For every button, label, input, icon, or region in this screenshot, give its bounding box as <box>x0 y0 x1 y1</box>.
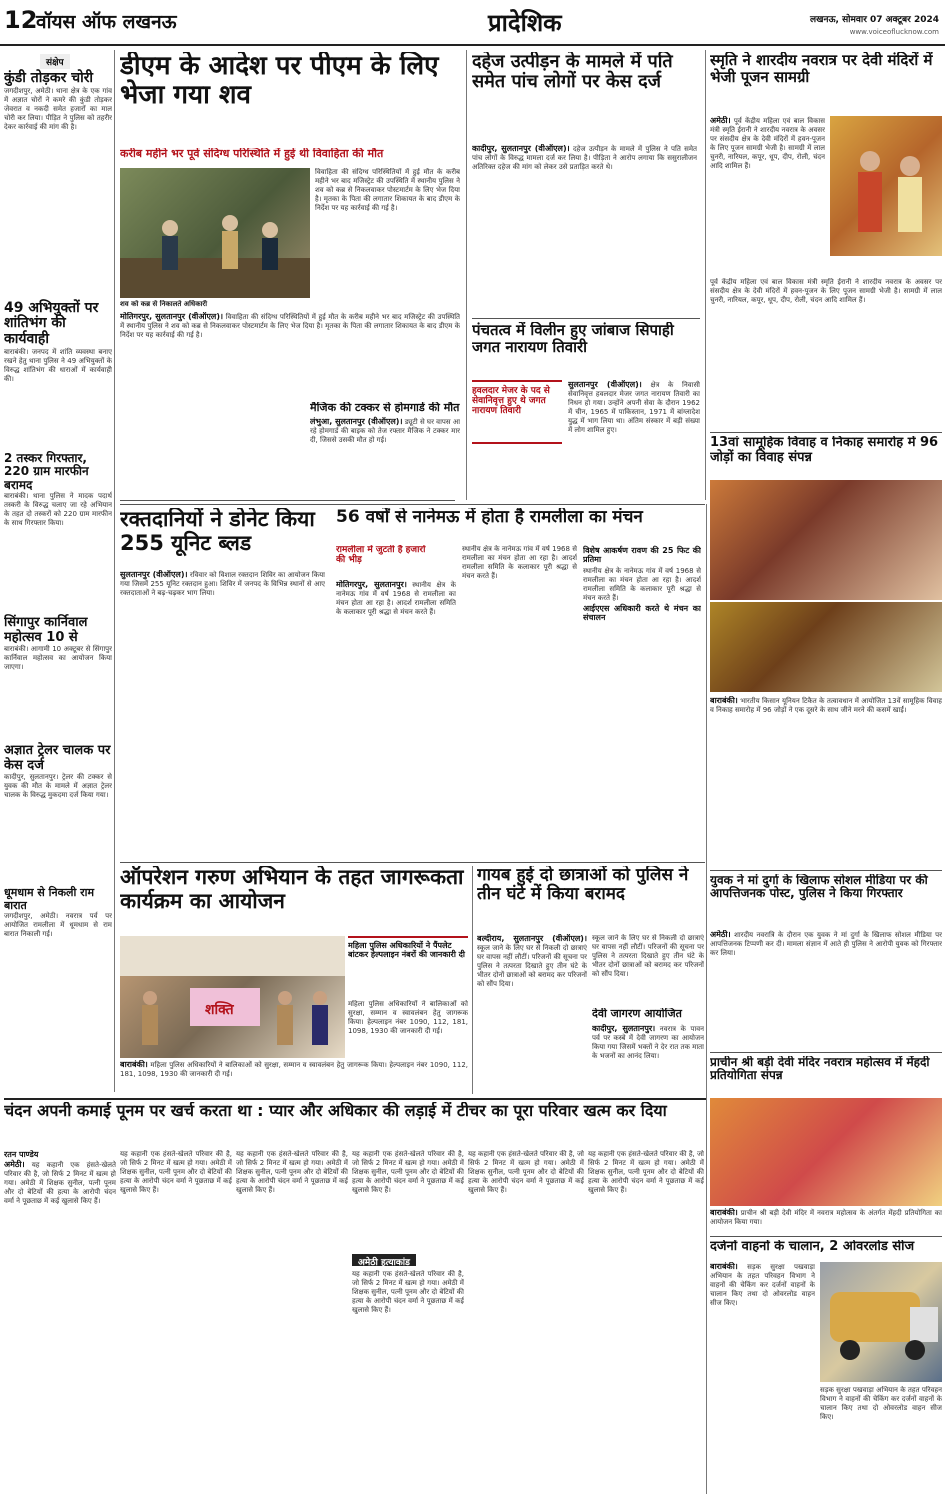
operation-body-a: महिला पुलिस अधिकारियों ने बालिकाओं को सुरक्षा, सम्मान व स्वावलंबन हेतु जागरूक किया। हेल्पलाइन नंबर 1090, 112, 181, 1098, 1930 की जानकारी दी गई। <box>348 1000 468 1035</box>
brief-body: कादीपुर, सुलतानपुर। ट्रेलर की टक्कर से युवक की मौत के मामले में अज्ञात ट्रेलर चालक के विरुद्ध मुकदमा दर्ज किया गया। <box>4 773 112 800</box>
lead-headline: डीएम के आदेश पर पीएम के लिए भेजा गया शव <box>120 52 439 111</box>
teacher-body-text: यह कहानी एक हंसते-खेलते परिवार की है, जो सिर्फ 2 मिनट में खत्म हो गया। अमेठी में शिक्षक सुनील, पत्नी पूनम और दो बेटियों की हत्या के आरोपी चंदन वर्मा ने पूछताछ में कई खुलासे किए हैं। <box>4 1161 116 1205</box>
ramlila-headline: 56 वर्षों से नानेमऊ में होता है रामलीला का मंचन <box>336 508 643 527</box>
teacher-body-7: यह कहानी एक हंसते-खेलते परिवार की है, जो सिर्फ 2 मिनट में खत्म हो गया। अमेठी में शिक्षक सुनील, पत्नी पूनम और दो बेटियों की हत्या के आरोपी चंदन वर्मा ने पूछताछ में कई खुलासे किए हैं। <box>588 1150 704 1194</box>
ramlila-body-a <box>336 580 456 860</box>
brief-title: सिंगापुर कार्निवाल महोत्सव 10 से <box>4 615 88 645</box>
brief-title: 49 अभियुक्तों पर शांतिभंग की कार्यवाही <box>4 299 99 348</box>
soldier-pullquote-box <box>472 380 562 444</box>
blood-dateline: सुलतानपुर (वीऑएल)। <box>120 570 188 579</box>
navratri-photo-image <box>830 116 942 256</box>
section-rule <box>472 318 700 319</box>
brief-title: कुंडी तोड़कर चोरी <box>4 70 94 86</box>
temple-headline-box <box>710 1056 942 1096</box>
girls-headline-box <box>477 866 705 930</box>
operation-photo-image <box>120 936 345 1058</box>
brief-title: अज्ञात ट्रेलर चालक पर केस दर्ज <box>4 743 111 773</box>
teacher-body-5: यह कहानी एक हंसते-खेलते परिवार की है, जो सिर्फ 2 मिनट में खत्म हो गया। अमेठी में शिक्षक सुनील, पत्नी पूनम और दो बेटियों की हत्या के आरोपी चंदन वर्मा ने पूछताछ में कई खुलासे किए हैं। <box>352 1270 464 1314</box>
girls-dateline: बल्दीराय, सुलतानपुर (वीऑएल)। <box>477 934 587 943</box>
wedding-headline: 13वां सामूहिक विवाह व निकाह समारोह में 96 जोड़ों का विवाह संपन्न <box>710 436 939 465</box>
navratri-dateline: अमेठी। <box>710 116 731 125</box>
dowry-dateline: कादीपुर, सुलतानपुर (वीऑएल)। <box>472 144 570 153</box>
section-rule <box>710 432 942 433</box>
masthead: वॉयस ऑफ लखनऊ <box>36 11 177 33</box>
ramlila-headline-box <box>336 508 706 542</box>
brief-body: बाराबंकी। थाना पुलिस ने मादक पदार्थ तस्करी के विरुद्ध चलाए जा रहे अभियान के तहत दो तस्करों को 220 ग्राम मारफीन के साथ गिरफ्तार किया। <box>4 492 112 527</box>
ramlila-subhead: रामलीला में जुटती है हजारों की भीड़ <box>336 545 426 566</box>
temple-headline: प्राचीन श्री बड़ी देवी मंदिर नवरात्र महोत्सव में मेंहदी प्रतियोगिता संपन्न <box>710 1056 930 1083</box>
shakti-banner: शक्ति <box>205 1002 234 1018</box>
girls-body <box>477 934 587 1094</box>
soldier-body <box>568 380 700 495</box>
girls-body-b: स्कूल जाने के लिए घर से निकली दो छात्राएं घर वापस नहीं लौटीं। परिजनों की सूचना पर पुलिस ने तत्परता दिखाते हुए तीन घंटे के भीतर दोनों छात्राओं को बरामद कर परिजनों को सौंप दिया। <box>592 934 704 978</box>
girls-body-text: स्कूल जाने के लिए घर से निकली दो छात्राएं घर वापस नहीं लौटीं। परिजनों की सूचना पर पुलिस ने तत्परता दिखाते हुए तीन घंटे के भीतर दोनों छात्राओं को बरामद कर परिजनों को सौंप दिया। <box>477 944 587 988</box>
ramlila-special-title: विशेष आकर्षण रावण की 25 फिट की प्रतिमा <box>583 546 701 564</box>
teacher-body-1 <box>4 1150 116 1494</box>
ramlila-body-c <box>583 545 701 860</box>
operation-dateline: बाराबंकी। <box>120 1060 148 1069</box>
section-rule <box>710 1052 942 1053</box>
operation-body-b <box>120 1060 468 1094</box>
brief-label: संक्षेप <box>40 54 70 69</box>
accident-story <box>310 402 460 497</box>
wedding-headline-box <box>710 436 942 476</box>
social-dateline: अमेठी। <box>710 930 731 939</box>
wedding-body <box>710 696 942 866</box>
navratri-body-b: पूर्व केंद्रीय महिला एवं बाल विकास मंत्री स्मृति ईरानी ने शारदीय नवरात्र के अवसर पर संसदीय क्षेत्र के देवी मंदिरों में हवन-पूजन के लिए पूजन सामग्री भेजी है। सामग्री में लाल चुनरी, नारियल, कपूर, धूप, दीप, रोली, चंदन आदि शामिल हैं। <box>710 278 942 304</box>
navratri-photo <box>830 116 942 256</box>
dowry-headline-box <box>472 52 697 142</box>
page-number: 12 <box>4 6 38 34</box>
truck-image <box>820 1262 942 1382</box>
teacher-box-label-wrap <box>352 1250 472 1266</box>
vehicles-dateline: बाराबंकी। <box>710 1262 738 1271</box>
lead-photo-image <box>120 168 310 298</box>
jagran-body-text: नवरात्र के पावन पर्व पर कस्बे में देवी जागरण का आयोजन किया गया जिसमें भक्तों ने देर रात तक माता के भजनों का आनंद लिया। <box>592 1025 704 1060</box>
navratri-headline: स्मृति ने शारदीय नवरात्र पर देवी मंदिरों में भेजी पूजन सामग्री <box>710 52 933 86</box>
blood-headline-box <box>120 508 350 568</box>
social-headline-box <box>710 874 942 926</box>
temple-dateline: बाराबंकी। <box>710 1208 738 1217</box>
navratri-headline-box <box>710 52 942 114</box>
brief-body: जगदीशपुर, अमेठी। थाना क्षेत्र के एक गांव में अज्ञात चोरों ने कमरे की कुंडी तोड़कर जेवरात व नकदी समेत हजारों का माल चोरी कर लिया। पीड़ित ने पुलिस को तहरीर देकर कार्रवाई की मांग की है। <box>4 86 112 131</box>
ramlila-body-text: स्थानीय क्षेत्र के नानेमऊ गांव में वर्ष 1968 से रामलीला का मंचन होता आ रहा है। आदर्श रामलीला समिति के कलाकार पूरी श्रद्धा से मंचन करते हैं। <box>336 581 456 616</box>
blood-body <box>120 570 325 860</box>
accident-body-text: ड्यूटी से घर वापस आ रहे होमगार्ड की बाइक को तेज रफ्तार मैजिक ने टक्कर मार दी, जिससे उसकी मौत हो गई। <box>310 418 460 445</box>
soldier-pullquote: हवलदार मेजर के पद से सेवानिवृत्त हुए थे जगत नारायण तिवारी <box>472 386 550 417</box>
teacher-body-2: यह कहानी एक हंसते-खेलते परिवार की है, जो सिर्फ 2 मिनट में खत्म हो गया। अमेठी में शिक्षक सुनील, पत्नी पूनम और दो बेटियों की हत्या के आरोपी चंदन वर्मा ने पूछताछ में कई खुलासे किए हैं। <box>120 1150 232 1194</box>
section-title: प्रादेशिक <box>488 9 562 37</box>
wedding-dateline: बाराबंकी। <box>710 696 738 705</box>
teacher-headline: चंदन अपनी कमाई पूनम पर खर्च करता था : प्यार और अधिकार की लड़ाई में टीचर का पूरा परिवार खत्म कर दिया <box>4 1102 667 1120</box>
ramlila-officer-title: आईएएस अधिकारी करते थे मंचन का संचालन <box>583 603 701 622</box>
girls-headline: गायब हुई दो छात्राओं को पुलिस ने तीन घंटे में किया बरामद <box>477 866 689 905</box>
teacher-body-4: यह कहानी एक हंसते-खेलते परिवार की है, जो सिर्फ 2 मिनट में खत्म हो गया। अमेठी में शिक्षक सुनील, पत्नी पूनम और दो बेटियों की हत्या के आरोपी चंदन वर्मा ने पूछताछ में कई खुलासे किए हैं। <box>352 1150 464 1194</box>
lead-subhead-box <box>120 148 465 164</box>
column-rule <box>705 50 706 500</box>
section-rule <box>710 1236 942 1237</box>
operation-body-text: महिला पुलिस अधिकारियों ने बालिकाओं को सुरक्षा, सम्मान व स्वावलंबन हेतु जागरूक किया। हेल्पलाइन नंबर 1090, 112, 181, 1098, 1930 की जानकारी दी गई। <box>120 1061 468 1078</box>
section-rule <box>4 1098 706 1100</box>
column-rule <box>706 504 707 1494</box>
brief-body: बाराबंकी। जनपद में शांति व्यवस्था बनाए रखने हेतु थाना पुलिस ने 49 अभियुक्तों के विरुद्ध शांतिभंग की धाराओं में कार्यवाही की। <box>4 347 112 383</box>
wedding-body-text: भारतीय किसान यूनियन टिकैत के तत्वावधान में आयोजित 13वें सामूहिक विवाह व निकाह समारोह में 96 जोड़ों ने एक दूसरे के साथ जीने मरने की कसमें खाईं। <box>710 697 942 714</box>
temple-body <box>710 1208 942 1234</box>
page-header <box>0 0 945 46</box>
section-rule <box>120 500 455 501</box>
lead-body-text: विवाहिता की संदिग्ध परिस्थितियों में हुई मौत के करीब महीने भर बाद मजिस्ट्रेट की उपस्थिति में स्थानीय पुलिस ने शव को कब्र से निकलवाकर पोस्टमार्टम के लिए भेज दिया है। मृतका के पिता की लगातार शिकायत के बाद डीएम के निर्देश पर यह कार्रवाई की गई है। <box>120 313 460 339</box>
temple-photo <box>710 1098 942 1206</box>
operation-headline: ऑपरेशन गरुण अभियान के तहत जागरूकता कार्यक्रम का आयोजन <box>120 866 464 913</box>
vehicles-headline: दर्जनों वाहनों के चालान, 2 ओवरलोड सीज <box>710 1240 915 1254</box>
lead-subhead: करीब महीने भर पूर्व संदिग्ध परिस्थिति में हुई थी विवाहिता की मौत <box>120 148 384 160</box>
dowry-body-text: दहेज उत्पीड़न के मामले में पुलिस ने पति समेत पांच लोगों के विरुद्ध मामला दर्ज कर लिया है। पीड़िता ने आरोप लगाया कि ससुरालीजन अतिरिक्त दहेज की मांग को लेकर उसे प्रताड़ित करते थे। <box>472 145 697 171</box>
navratri-body <box>710 116 825 276</box>
jagran-dateline: कादीपुर, सुलतानपुर। <box>592 1024 656 1033</box>
teacher-body-3: यह कहानी एक हंसते-खेलते परिवार की है, जो सिर्फ 2 मिनट में खत्म हो गया। अमेठी में शिक्षक सुनील, पत्नी पूनम और दो बेटियों की हत्या के आरोपी चंदन वर्मा ने पूछताछ में कई खुलासे किए हैं। <box>236 1150 348 1194</box>
social-headline: युवक ने मां दुर्गा के खिलाफ सोशल मीडिया पर की आपत्तिजनक पोस्ट, पुलिस ने किया गिरफ्तार <box>710 874 928 901</box>
ramlila-body-b: स्थानीय क्षेत्र के नानेमऊ गांव में वर्ष 1968 से रामलीला का मंचन होता आ रहा है। आदर्श रामलीला समिति के कलाकार पूरी श्रद्धा से मंचन करते हैं। <box>462 545 577 580</box>
accident-headline: मैजिक की टक्कर से होमगार्ड की मौत <box>310 402 460 414</box>
soldier-dateline: सुलतानपुर (वीऑएल)। <box>568 380 642 389</box>
brief-body: जगदीशपुर, अमेठी। नवरात्र पर्व पर आयोजित रामलीला में धूमधाम से राम बारात निकाली गई। <box>4 911 112 938</box>
teacher-dateline: अमेठी। <box>4 1160 25 1169</box>
section-rule <box>120 862 705 863</box>
vehicles-body <box>710 1262 815 1494</box>
wedding-photo-2 <box>710 602 942 692</box>
accident-body <box>310 417 460 445</box>
teacher-box-label: अमेठी हत्याकांड <box>352 1254 416 1266</box>
lead-body-a: विवाहिता की संदिग्ध परिस्थितियों में हुई मौत के करीब महीने भर बाद मजिस्ट्रेट की उपस्थिति में स्थानीय पुलिस ने शव को कब्र से निकलवाकर पोस्टमार्टम के लिए भेज दिया है। मृतका के पिता की लगातार शिकायत के बाद डीएम के निर्देश पर यह कार्रवाई की गई है। <box>315 168 460 212</box>
website: www.voiceoflucknow.com <box>849 28 939 36</box>
blood-headline: रक्तदानियों ने डोनेट किया 255 यूनिट ब्लड <box>120 508 315 555</box>
wedding-photo-1 <box>710 480 942 600</box>
jagran-headline: देवी जागरण आयोजित <box>592 1008 682 1020</box>
dowry-body <box>472 144 697 314</box>
ramlila-body-text: स्थानीय क्षेत्र के नानेमऊ गांव में वर्ष 1968 से रामलीला का मंचन होता आ रहा है। आदर्श रामलीला समिति के कलाकार पूरी श्रद्धा से मंचन करते हैं। <box>583 566 701 602</box>
column-rule <box>466 50 467 500</box>
vehicles-body-b: सड़क सुरक्षा पखवाड़ा अभियान के तहत परिवहन विभाग ने वाहनों की चेकिंग कर दर्जनों वाहनों के चालान किए तथा दो ओवरलोड वाहन सीज किए। <box>820 1386 942 1421</box>
brief-body: बाराबंकी। आगामी 10 अक्टूबर से सिंगापुर कार्निवाल महोत्सव का आयोजन किया जाएगा। <box>4 645 112 672</box>
vehicles-body-text: सड़क सुरक्षा पखवाड़ा अभियान के तहत परिवहन विभाग ने वाहनों की चेकिंग कर दर्जनों वाहनों के चालान किए तथा दो ओवरलोड वाहन सीज किए। <box>710 1263 815 1307</box>
lead-photo <box>120 168 310 298</box>
blood-body-text: रविवार को विशाल रक्तदान शिविर का आयोजन किया गया जिसमें 255 यूनिट रक्तदान हुआ। शिविर में जनपद के विभिन्न स्थानों से आए रक्तदाताओं ने बढ़-चढ़कर भाग लिया। <box>120 571 325 597</box>
operation-headline-box <box>120 866 470 932</box>
jagran-headline-box <box>592 1008 704 1022</box>
brief-title: 2 तस्कर गिरफ्तार, 220 ग्राम मारफीन बरामद <box>4 450 89 492</box>
lead-caption: शव को कब्र से निकालते अधिकारी <box>120 300 208 308</box>
vehicles-headline-box <box>710 1240 942 1260</box>
ramlila-subhead-box <box>336 545 426 575</box>
ramlila-dateline: मोतिगरपुर, सुलतानपुर। <box>336 580 407 589</box>
operation-pullquote: महिला पुलिस अधिकारियों ने पैंपलेट बांटकर हेल्पलाइन नंबरों की जानकारी दी <box>348 941 465 959</box>
soldier-body-text: क्षेत्र के निवासी सेवानिवृत्त हवलदार मेजर जगत नारायण तिवारी का निधन हो गया। उन्होंने अपनी सेवा के दौरान 1962 में चीन, 1965 में पाकिस्तान, 1971 में बांग्लादेश युद्ध में भाग लिया था। अंतिम संस्कार में बड़ी संख्या में लोग शामिल हुए। <box>568 381 700 434</box>
section-rule <box>710 870 942 871</box>
social-body-text: शारदीय नवरात्रि के दौरान एक युवक ने मां दुर्गा के खिलाफ सोशल मीडिया पर आपत्तिजनक टिप्पणी कर दी। मामला संज्ञान में आते ही पुलिस ने आरोपी युवक को गिरफ्तार कर लिया। <box>710 931 942 957</box>
accident-dateline: लंभुआ, सुलतानपुर (वीऑएल)। <box>310 417 403 427</box>
social-body <box>710 930 942 1050</box>
navratri-body-text: पूर्व केंद्रीय महिला एवं बाल विकास मंत्री स्मृति ईरानी ने शारदीय नवरात्र के अवसर पर संसदीय क्षेत्र के देवी मंदिरों में हवन-पूजन के लिए पूजन सामग्री भेजी है। सामग्री में लाल चुनरी, नारियल, कपूर, धूप, दीप, रोली, चंदन आदि शामिल हैं। <box>710 117 825 170</box>
teacher-body-6: यह कहानी एक हंसते-खेलते परिवार की है, जो सिर्फ 2 मिनट में खत्म हो गया। अमेठी में शिक्षक सुनील, पत्नी पूनम और दो बेटियों की हत्या के आरोपी चंदन वर्मा ने पूछताछ में कई खुलासे किए हैं। <box>468 1150 584 1194</box>
vehicles-photo <box>820 1262 942 1382</box>
temple-body-text: प्राचीन श्री बड़ी देवी मंदिर में नवरात्र महोत्सव के अंतर्गत मेंहदी प्रतियोगिता का आयोजन किया गया। <box>710 1209 942 1226</box>
operation-pullquote-box <box>348 936 468 998</box>
lead-headline-box <box>120 52 460 112</box>
soldier-headline: पंचतत्व में विलीन हुए जांबाज सिपाही जगत नारायण तिवारी <box>472 322 674 356</box>
column-rule <box>472 866 473 1094</box>
dateline: लखनऊ, सोमवार 07 अक्टूबर 2024 <box>810 15 939 25</box>
brief-column <box>4 50 112 1092</box>
teacher-headline-box <box>4 1102 706 1146</box>
dowry-headline: दहेज उत्पीड़न के मामले में पति समेत पांच लोगों पर केस दर्ज <box>472 52 673 93</box>
section-rule <box>120 504 705 505</box>
teacher-byline: रतन पाण्डेय <box>4 1150 39 1159</box>
operation-photo <box>120 936 345 1058</box>
brief-title: धूमधाम से निकली राम बारात <box>4 886 95 912</box>
soldier-headline-box <box>472 322 700 370</box>
lead-caption-box <box>120 300 310 310</box>
lead-dateline: मोतिगरपुर, सुलतानपुर (वीऑएल)। <box>120 312 224 321</box>
column-rule <box>114 50 115 1092</box>
jagran-body <box>592 1024 704 1094</box>
